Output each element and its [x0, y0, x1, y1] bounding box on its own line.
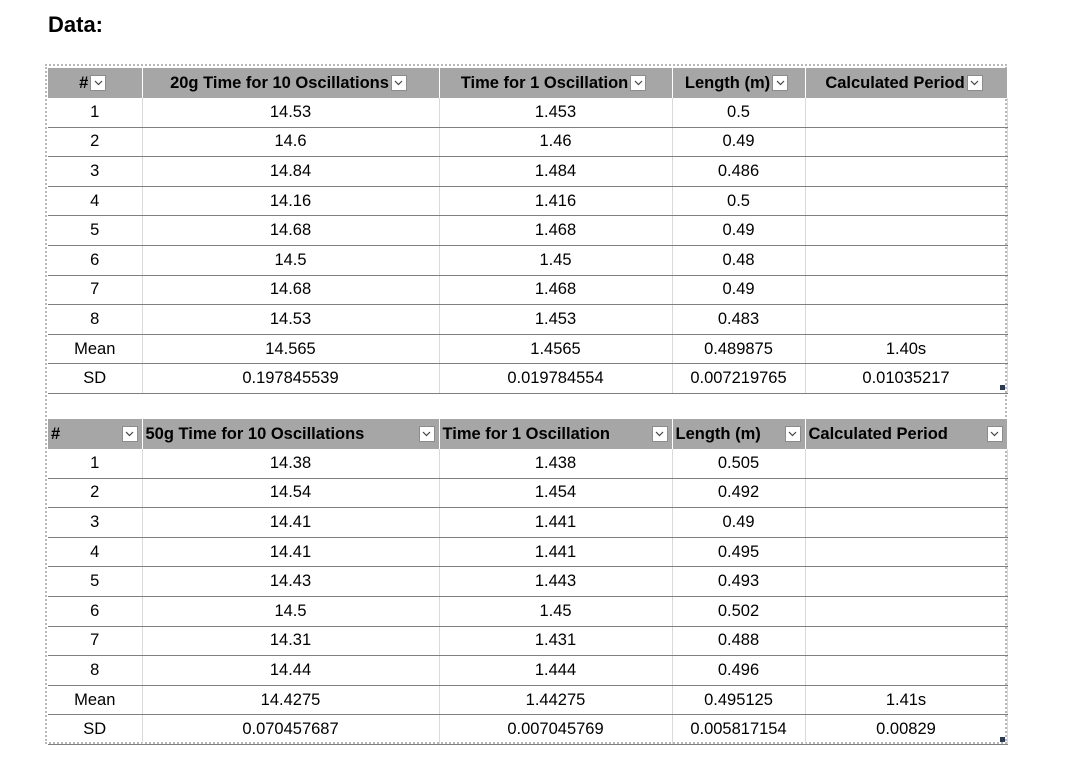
table-row	[48, 567, 1007, 597]
cell-length[interactable]: 0.5	[672, 98, 805, 127]
cell-time-10[interactable]: 14.565	[142, 334, 439, 364]
header-time-1-oscillation	[439, 419, 672, 449]
filter-dropdown-button[interactable]	[122, 426, 138, 442]
filter-dropdown-button[interactable]	[987, 426, 1003, 442]
header-length	[672, 68, 805, 98]
cell-calculated-period[interactable]	[805, 596, 1007, 626]
chevron-down-icon	[970, 80, 979, 86]
cell-time-1[interactable]: 1.443	[439, 567, 672, 597]
table-row	[48, 98, 1007, 127]
cell-length[interactable]: 0.495125	[672, 685, 805, 715]
table-row	[48, 656, 1007, 686]
cell-calculated-period[interactable]	[805, 98, 1007, 127]
cell-calculated-period[interactable]	[805, 537, 1007, 567]
chevron-down-icon	[394, 80, 403, 86]
cell-number[interactable]: Mean	[48, 685, 142, 715]
cell-time-10[interactable]: 14.84	[142, 157, 439, 187]
chevron-down-icon	[655, 431, 664, 437]
cell-number[interactable]: 3	[48, 508, 142, 538]
table-body	[48, 449, 1007, 744]
cell-time-10[interactable]: 14.4275	[142, 685, 439, 715]
cell-calculated-period[interactable]	[805, 216, 1007, 246]
cell-number[interactable]: 8	[48, 305, 142, 335]
cell-time-1[interactable]: 0.019784554	[439, 364, 672, 394]
header-time-1-oscillation	[439, 68, 672, 98]
cell-length[interactable]: 0.49	[672, 216, 805, 246]
cell-number[interactable]: 2	[48, 127, 142, 157]
chevron-down-icon	[776, 80, 785, 86]
filter-dropdown-button[interactable]	[90, 75, 106, 91]
table-row	[48, 157, 1007, 187]
cell-time-10[interactable]: 14.5	[142, 596, 439, 626]
cell-time-1[interactable]: 1.46	[439, 127, 672, 157]
table-resize-handle[interactable]	[1000, 385, 1005, 390]
cell-calculated-period[interactable]: 1.40s	[805, 334, 1007, 364]
header-number	[48, 68, 142, 98]
cell-time-1[interactable]: 1.484	[439, 157, 672, 187]
cell-calculated-period[interactable]	[805, 449, 1007, 478]
table-row	[48, 596, 1007, 626]
cell-calculated-period[interactable]: 0.00829	[805, 715, 1007, 745]
cell-time-1[interactable]: 1.431	[439, 626, 672, 656]
cell-time-1[interactable]: 1.45	[439, 245, 672, 275]
table-resize-handle[interactable]	[1000, 737, 1005, 742]
table-row	[48, 537, 1007, 567]
cell-time-1[interactable]: 1.4565	[439, 334, 672, 364]
cell-time-10[interactable]: 0.070457687	[142, 715, 439, 745]
cell-length[interactable]: 0.493	[672, 567, 805, 597]
cell-time-1[interactable]: 1.468	[439, 275, 672, 305]
header-time-10-oscillations	[142, 419, 439, 449]
cell-calculated-period[interactable]	[805, 305, 1007, 335]
cell-length[interactable]: 0.496	[672, 656, 805, 686]
filter-dropdown-button[interactable]	[967, 75, 983, 91]
cell-time-1[interactable]: 1.416	[439, 186, 672, 216]
header-label: Calculated Period	[808, 424, 948, 443]
cell-length[interactable]: 0.502	[672, 596, 805, 626]
cell-time-10[interactable]: 14.41	[142, 537, 439, 567]
table-header	[48, 68, 1007, 98]
cell-number[interactable]: Mean	[48, 334, 142, 364]
header-label: 20g Time for 10 Oscillations	[170, 73, 389, 92]
table-row	[48, 364, 1007, 394]
header-number	[48, 419, 142, 449]
cell-time-1[interactable]: 1.441	[439, 508, 672, 538]
table-row	[48, 478, 1007, 508]
cell-time-10[interactable]: 14.54	[142, 478, 439, 508]
table-row	[48, 245, 1007, 275]
cell-calculated-period[interactable]	[805, 245, 1007, 275]
chevron-down-icon	[125, 431, 134, 437]
cell-time-1[interactable]: 1.438	[439, 449, 672, 478]
data-table-20g	[48, 68, 1008, 394]
table-row	[48, 715, 1007, 745]
cell-time-1[interactable]: 1.453	[439, 305, 672, 335]
table-row	[48, 449, 1007, 478]
cell-number[interactable]: 5	[48, 216, 142, 246]
cell-number[interactable]: 7	[48, 275, 142, 305]
cell-time-10[interactable]: 14.5	[142, 245, 439, 275]
cell-number[interactable]: 3	[48, 157, 142, 187]
cell-length[interactable]: 0.489875	[672, 334, 805, 364]
header-length	[672, 419, 805, 449]
cell-number[interactable]: SD	[48, 715, 142, 745]
cell-length[interactable]: 0.483	[672, 305, 805, 335]
cell-time-10[interactable]: 14.68	[142, 275, 439, 305]
table-row	[48, 334, 1007, 364]
header-label: 50g Time for 10 Oscillations	[145, 424, 365, 443]
cell-number[interactable]: SD	[48, 364, 142, 394]
cell-length[interactable]: 0.005817154	[672, 715, 805, 745]
cell-length[interactable]: 0.492	[672, 478, 805, 508]
cell-length[interactable]: 0.007219765	[672, 364, 805, 394]
cell-number[interactable]: 1	[48, 98, 142, 127]
filter-dropdown-button[interactable]	[419, 426, 435, 442]
header-row	[48, 68, 1007, 98]
section-heading: Data:	[48, 12, 104, 37]
header-row	[48, 419, 1007, 449]
cell-calculated-period[interactable]	[805, 656, 1007, 686]
header-label: Length (m)	[684, 73, 771, 92]
table-header	[48, 419, 1007, 449]
header-label: Calculated Period	[825, 73, 965, 92]
cell-number[interactable]: 8	[48, 656, 142, 686]
cell-time-1[interactable]: 1.45	[439, 596, 672, 626]
cell-length[interactable]: 0.48	[672, 245, 805, 275]
cell-time-10[interactable]: 14.6	[142, 127, 439, 157]
table-row	[48, 508, 1007, 538]
cell-time-10[interactable]: 14.44	[142, 656, 439, 686]
cell-number[interactable]: 5	[48, 567, 142, 597]
cell-calculated-period[interactable]	[805, 157, 1007, 187]
table-row	[48, 127, 1007, 157]
cell-number[interactable]: 4	[48, 186, 142, 216]
cell-time-1[interactable]: 1.468	[439, 216, 672, 246]
cell-number[interactable]: 1	[48, 449, 142, 478]
filter-dropdown-button[interactable]	[391, 75, 407, 91]
cell-time-10[interactable]: 14.31	[142, 626, 439, 656]
cell-calculated-period[interactable]: 0.01035217	[805, 364, 1007, 394]
cell-calculated-period[interactable]	[805, 508, 1007, 538]
cell-time-10[interactable]: 0.197845539	[142, 364, 439, 394]
chevron-down-icon	[990, 431, 999, 437]
cell-time-10[interactable]: 14.38	[142, 449, 439, 478]
filter-dropdown-button[interactable]	[630, 75, 646, 91]
cell-length[interactable]: 0.488	[672, 626, 805, 656]
cell-number[interactable]: 7	[48, 626, 142, 656]
header-time-10-oscillations	[142, 68, 439, 98]
header-label: Time for 1 Oscillation	[442, 424, 610, 443]
header-label: Time for 1 Oscillation	[460, 73, 629, 92]
cell-time-1[interactable]: 1.444	[439, 656, 672, 686]
cell-calculated-period[interactable]	[805, 567, 1007, 597]
table-row	[48, 275, 1007, 305]
table-row	[48, 216, 1007, 246]
cell-length[interactable]: 0.49	[672, 127, 805, 157]
header-calculated-period	[805, 419, 1007, 449]
filter-dropdown-button[interactable]	[785, 426, 801, 442]
chevron-down-icon	[422, 431, 431, 437]
cell-time-1[interactable]: 1.454	[439, 478, 672, 508]
header-label: #	[79, 73, 89, 92]
cell-time-1[interactable]: 1.441	[439, 537, 672, 567]
cell-time-10[interactable]: 14.53	[142, 305, 439, 335]
cell-length[interactable]: 0.5	[672, 186, 805, 216]
cell-length[interactable]: 0.486	[672, 157, 805, 187]
table-row	[48, 626, 1007, 656]
cell-calculated-period[interactable]	[805, 275, 1007, 305]
filter-dropdown-button[interactable]	[772, 75, 788, 91]
header-label: #	[51, 424, 61, 443]
table-row	[48, 685, 1007, 715]
cell-time-1[interactable]: 0.007045769	[439, 715, 672, 745]
table-row	[48, 305, 1007, 335]
cell-calculated-period[interactable]: 1.41s	[805, 685, 1007, 715]
chevron-down-icon	[634, 80, 643, 86]
cell-number[interactable]: 6	[48, 245, 142, 275]
cell-length[interactable]: 0.49	[672, 275, 805, 305]
cell-time-10[interactable]: 14.43	[142, 567, 439, 597]
chevron-down-icon	[94, 80, 103, 86]
filter-dropdown-button[interactable]	[652, 426, 668, 442]
cell-time-10[interactable]: 14.53	[142, 98, 439, 127]
header-calculated-period	[805, 68, 1007, 98]
cell-calculated-period[interactable]	[805, 127, 1007, 157]
cell-time-1[interactable]: 1.453	[439, 98, 672, 127]
cell-number[interactable]: 2	[48, 478, 142, 508]
cell-calculated-period[interactable]	[805, 186, 1007, 216]
cell-number[interactable]: 4	[48, 537, 142, 567]
cell-calculated-period[interactable]	[805, 478, 1007, 508]
cell-length[interactable]: 0.505	[672, 449, 805, 478]
chevron-down-icon	[788, 431, 797, 437]
cell-length[interactable]: 0.49	[672, 508, 805, 538]
cell-length[interactable]: 0.495	[672, 537, 805, 567]
cell-calculated-period[interactable]	[805, 626, 1007, 656]
cell-time-10[interactable]: 14.16	[142, 186, 439, 216]
header-label: Length (m)	[675, 424, 761, 443]
table-body	[48, 98, 1007, 393]
cell-time-1[interactable]: 1.44275	[439, 685, 672, 715]
data-table-50g	[48, 419, 1008, 745]
cell-time-10[interactable]: 14.41	[142, 508, 439, 538]
cell-number[interactable]: 6	[48, 596, 142, 626]
cell-time-10[interactable]: 14.68	[142, 216, 439, 246]
table-row	[48, 186, 1007, 216]
